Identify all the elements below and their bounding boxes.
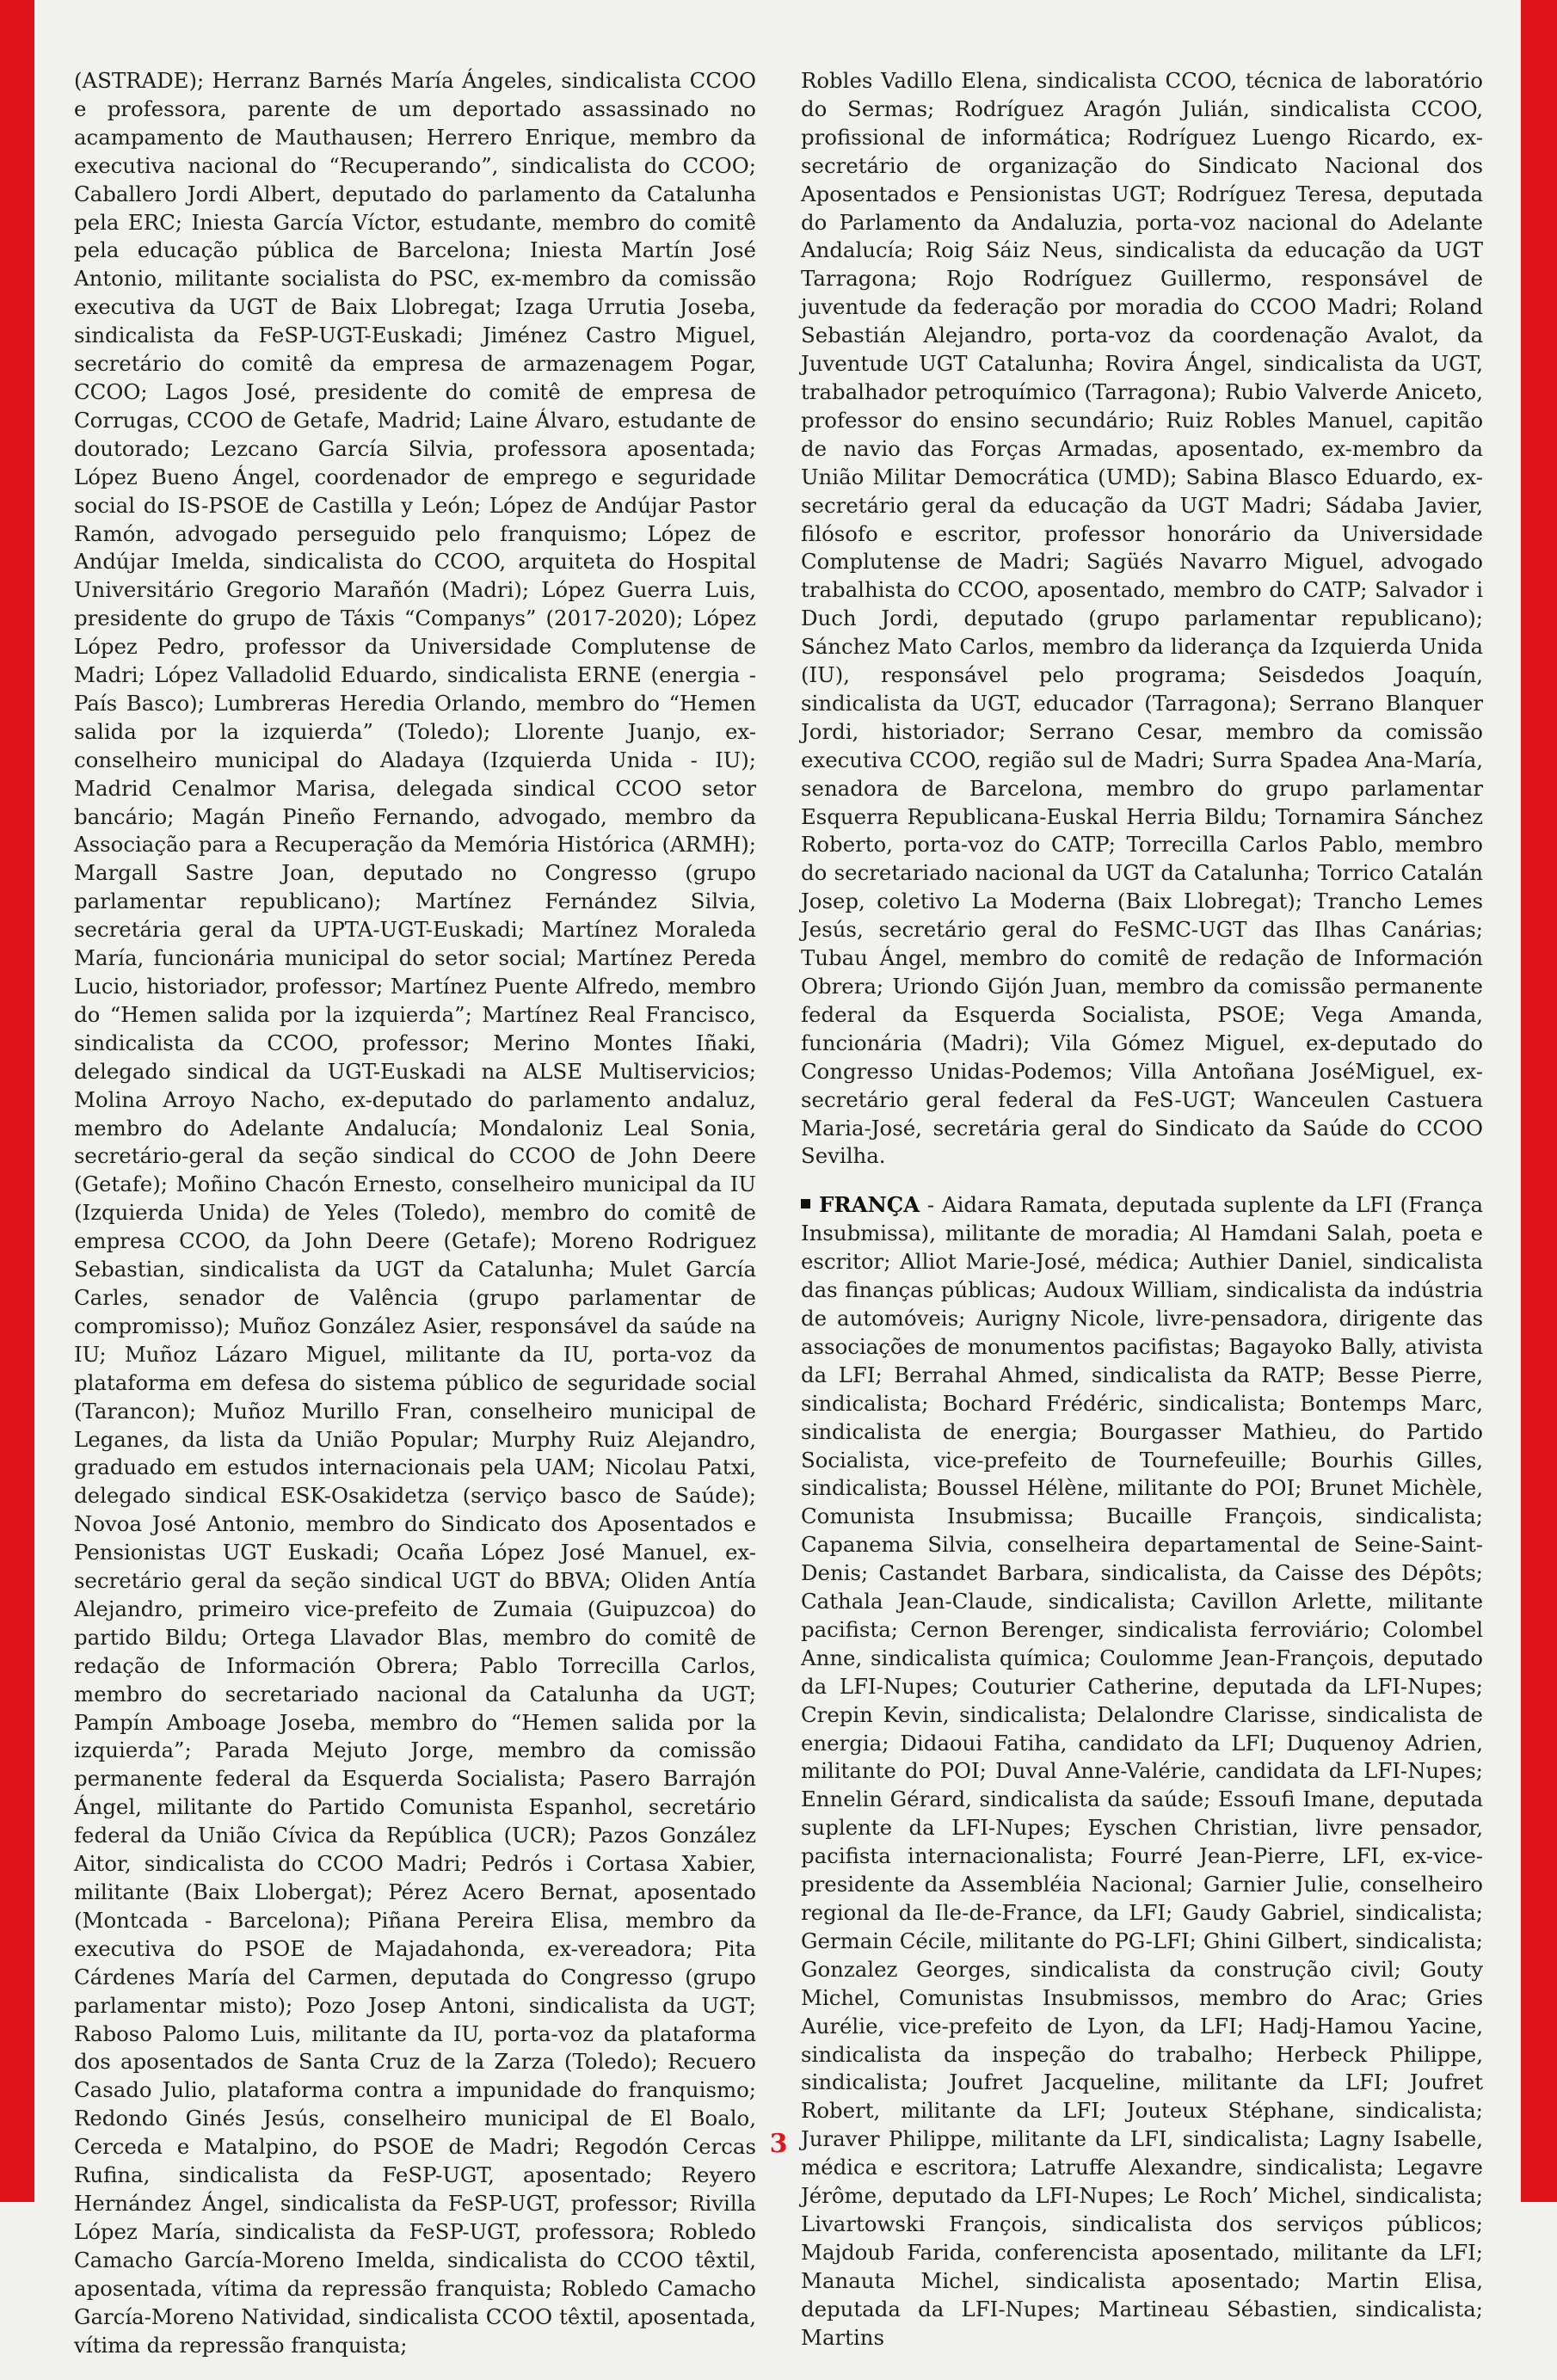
- left-column-paragraph: (ASTRADE); Herranz Barnés María Ángeles, sindicalista CCOO e professora, parente de um deportado assassinado no acampamento de Mauthausen; Herrero Enrique, membro da executiva nacional do “Recuperando”, sindicalista do CCOO; Caballero Jordi Albert, deputado do parlamento da Catalunha pela ERC; Iniesta García Víctor, estudante, membro do comitê pela educação pública de Barcelona; Iniesta Martín José Antonio, militante socialista do PSC, ex-membro da comissão executiva da UGT de Baix Llobregat; Izaga Urrutia Joseba, sindicalista da FeSP-UGT-Euskadi; Jiménez Castro Miguel, secretário do comitê da empresa de armazenagem Pogar, CCOO; Lagos José, presidente do comitê de empresa de Corrugas, CCOO de Getafe, Madrid; Laine Álvaro, estudante de doutorado; Lezcano García Silvia, professora aposentada; López Bueno Ángel, coordenador de emprego e seguridade social do IS-PSOE de Castilla y León; López de Andújar Pastor Ramón, advogado perseguido pelo franquismo; López de Andújar Imelda, sindicalista do CCOO, arquiteta do Hospital Universitário Gregorio Marañón (Madri); López Guerra Luis, presidente do grupo de Táxis “Companys” (2017-2020); López López Pedro, professor da Universidade Complutense de Madri; López Valladolid Eduardo, sindicalista ERNE (energia - País Basco); Lumbreras Heredia Orlando, membro do “Hemen salida por la izquierda” (Toledo); Llorente Juanjo, ex-conselheiro municipal do Aladaya (Izquierda Unida - IU); Madrid Cenalmor Marisa, delegada sindical CCOO setor bancário; Magán Pineño Fernando, advogado, membro da Associação para a Recuperação da Memória Histórica (ARMH); Margall Sastre Joan, deputado no Congresso (grupo parlamentar republicano); Martínez Fernández Silvia, secretária geral da UPTA-UGT-Euskadi; Martínez Moraleda María, funcionária municipal do setor social; Martínez Pereda Lucio, historiador, professor; Martínez Puente Alfredo, membro do “Hemen salida por la izquierda”; Martínez Real Francisco, sindicalista da CCOO, professor; Merino Montes Iñaki, delegado sindical da UGT-Euskadi na ALSE Multiservicios; Molina Arroyo Nacho, ex-deputado do parlamento andaluz, membro do Adelante Andalucía; Mondaloniz Leal Sonia, secretário-geral da seção sindical do CCOO de John Deere (Getafe); Moñino Chacón Ernesto, conselheiro municipal da IU (Izquierda Unida) de Yeles (Toledo), membro do comitê de empresa CCOO, da John Deere (Getafe); Moreno Rodriguez Sebastian, sindicalista da UGT da Catalunha; Mulet García Carles, senador de Valência (grupo parlamentar de compromisso); Muñoz González Asier, responsável da saúde na IU; Muñoz Lázaro Miguel, militante da IU, porta-voz da plataforma em defesa do sistema público de seguridade social (Tarancon); Muñoz Murillo Fran, conselheiro municipal de Leganes, da lista da União Popular; Murphy Ruiz Alejandro, graduado em estudos internacionais pela UAM; Nicolau Patxi, delegado sindical ESK-Osakidetza (serviço basco de Saúde); Novoa José Antonio, membro do Sindicato dos Aposentados e Pensionistas UGT Euskadi; Ocaña López José Manuel, ex-secretário geral da seção sindical UGT do BBVA; Oliden Antía Alejandro, primeiro vice-prefeito de Zumaia (Guipuzcoa) do partido Bildu; Ortega Llavador Blas, membro do comitê de redação de Información Obrera; Pablo Torrecilla Carlos, membro do secretariado nacional da Catalunha da UGT; Pampín Amboage Joseba, membro do “Hemen salida por la izquierda”; Parada Mejuto Jorge, membro da comissão permanente federal da Esquerda Socialista; Pasero Barrajón Ángel, militante do Partido Comunista Espanhol, secretário federal da União Cívica da República (UCR); Pazos González Aitor, sindicalista do CCOO Madri; Pedrós i Cortasa Xabier, militante (Baix Llobergat); Pérez Acero Bernat, aposentado (Montcada - Barcelona); Piñana Pereira Elisa, membro da executiva do PSOE de Majadahonda, ex-vereadora; Pita Cárdenes María del Carmen, deputada do Congresso (grupo parlamentar misto); Pozo Josep Antoni, sindicalista da UGT; Raboso Palomo Luis, militante da IU, porta-voz da plataforma dos aposentados de Santa Cruz de la Zarza (Toledo); Recuero Casado Julio, plataforma contra a impunidade do franquismo; Redondo Ginés Jesús, conselheiro municipal de El Boalo, Cerceda e Matalpino, do PSOE de Madri; Regodón Cercas Rufina, sindicalista da FeSP-UGT, aposentado; Reyero Hernández Ángel, sindicalista da FeSP-UGT, professor; Rivilla López María, sindicalista da FeSP-UGT, professora; Robledo Camacho García-Moreno Imelda, sindicalista do CCOO têxtil, aposentada, vítima da repressão franquista; Robledo Camacho García-Moreno Natividad, sindicalista CCOO têxtil, aposentada, vítima da repressão franquista;: [74, 68, 756, 2358]
- france-section: [801, 1191, 1483, 2352]
- bullet-square-icon: [801, 1199, 810, 1208]
- right-red-border: [1521, 0, 1557, 2202]
- right-column: [801, 67, 1483, 2373]
- page-body: [74, 67, 1483, 2358]
- left-red-border: [0, 0, 34, 2202]
- france-list-text: - Aidara Ramata, deputada suplente da LFI (França Insubmissa), militante de moradia; Al Hamdani Salah, poeta e escritor; Alliot Marie-José, médica; Authier Daniel, sindicalista das finanças públicas; Audoux William, sindicalista da indústria de automóveis; Aurigny Nicole, livre-pensadora, dirigente das associações de monumentos pacifistas; Bagayoko Bally, ativista da LFI; Berrahal Ahmed, sindicalista da RATP; Besse Pierre, sindicalista; Bochard Frédéric, sindicalista; Bontemps Marc, sindicalista de energia; Bourgasser Mathieu, do Partido Socialista, vice-prefeito de Tournefeuille; Bourhis Gilles, sindicalista; Boussel Hélène, militante do POI; Brunet Michèle, Comunista Insubmissa; Bucaille François, sindicalista; Capanema Silvia, conselheira departamental de Seine-Saint-Denis; Castandet Barbara, sindicalista, da Caisse des Dépôts; Cathala Jean-Claude, sindicalista; Cavillon Arlette, militante pacifista; Cernon Berenger, sindicalista ferroviário; Colombel Anne, sindicalista química; Coulomme Jean-François, deputado da LFI-Nupes; Couturier Catherine, deputada da LFI-Nupes; Crepin Kevin, sindicalista; Delalondre Clarisse, sindicalista de energia; Didaoui Fatiha, candidato da LFI; Duquenoy Adrien, militante do POI; Duval Anne-Valérie, candidata da LFI-Nupes; Ennelin Gérard, sindicalista da saúde; Essoufi Imane, deputada suplente da LFI-Nupes; Eyschen Christian, livre pensador, pacifista internacionalista; Fourré Jean-Pierre, LFI, ex-vice-presidente da Assembléia Nacional; Garnier Julie, conselheiro regional da Ile-de-France, da LFI; Gaudy Gabriel, sindicalista; Germain Cécile, militante do PG-LFI; Ghini Gilbert, sindicalista; Gonzalez Georges, sindicalista da construção civil; Gouty Michel, Comunistas Insubmissos, membro do Arac; Gries Aurélie, vice-prefeito de Lyon, da LFI; Hadj-Hamou Yacine, sindicalista da inspeção do trabalho; Herbeck Philippe, sindicalista; Joufret Jacqueline, militante da LFI; Joufret Robert, militante da LFI; Jouteux Stéphane, sindicalista; Juraver Philippe, militante da LFI, sindicalista; Lagny Isabelle, médica e escritora; Latruffe Alexandre, sindicalista; Legavre Jérôme, deputado da LFI-Nupes; Le Roch’ Michel, sindicalista; Livartowski François, sindicalista dos serviços públicos; Majdoub Farida, conferencista aposentado, militante da LFI; Manauta Michel, sindicalista aposentado; Martin Elisa, deputada da LFI-Nupes; Martineau Sébastien, sindicalista; Martins: [801, 1192, 1483, 2350]
- france-heading: FRANÇA: [819, 1192, 920, 1218]
- left-column: [74, 67, 756, 2380]
- spain-list-continuation: Robles Vadillo Elena, sindicalista CCOO, técnica de laboratório do Sermas; Rodríguez Aragón Julián, sindicalista CCOO, profissional de informática; Rodríguez Luengo Ricardo, ex-secretário de organização do Sindicato Nacional dos Aposentados e Pensionistas UGT; Rodríguez Teresa, deputada do Parlamento da Andaluzia, porta-voz nacional do Adelante Andalucía; Roig Sáiz Neus, sindicalista da educação da UGT Tarragona; Rojo Rodríguez Guillermo, responsável de juventude da federação por moradia do CCOO Madri; Roland Sebastián Alejandro, porta-voz da coordenação Avalot, da Juventude UGT Catalunha; Rovira Ángel, sindicalista da UGT, trabalhador petroquímico (Tarragona); Rubio Valverde Aniceto, professor do ensino secundário; Ruiz Robles Manuel, capitão de navio das Forças Armadas, aposentado, ex-membro da União Militar Democrática (UMD); Sabina Blasco Eduardo, ex-secretário geral da educação da UGT Madri; Sádaba Javier, filósofo e escritor, professor honorário da Universidade Complutense de Madri; Sagüés Navarro Miguel, advogado trabalhista do CCOO, aposentado, membro do CATP; Salvador i Duch Jordi, deputado (grupo parlamentar republicano); Sánchez Mato Carlos, membro da liderança da Izquierda Unida (IU), responsável pelo programa; Seisdedos Joaquín, sindicalista da UGT, educador (Tarragona); Serrano Blanquer Jordi, historiador; Serrano Cesar, membro da comissão executiva CCOO, região sul de Madri; Surra Spadea Ana-María, senadora de Barcelona, membro do grupo parlamentar Esquerra Republicana-Euskal Herria Bildu; Tornamira Sánchez Roberto, porta-voz do CATP; Torrecilla Carlos Pablo, membro do secretariado nacional da UGT da Catalunha; Torrico Catalán Josep, coletivo La Moderna (Baix Llobregat); Trancho Lemes Jesús, secretário geral do FeSMC-UGT das Ilhas Canárias; Tubau Ángel, membro do comitê de redação de Información Obrera; Uriondo Gijón Juan, membro da comissão permanente federal da Esquerda Socialista, PSOE; Vega Amanda, funcionária (Madri); Vila Gómez Miguel, ex-deputado do Congresso Unidas-Podemos; Villa Antoñana JoséMiguel, ex-secretário geral federal da FeS-UGT; Wanceulen Castuera Maria-José, secretária geral do Sindicato da Saúde do CCOO Sevilha.: [801, 68, 1483, 1169]
- page-number: 3: [769, 2129, 788, 2159]
